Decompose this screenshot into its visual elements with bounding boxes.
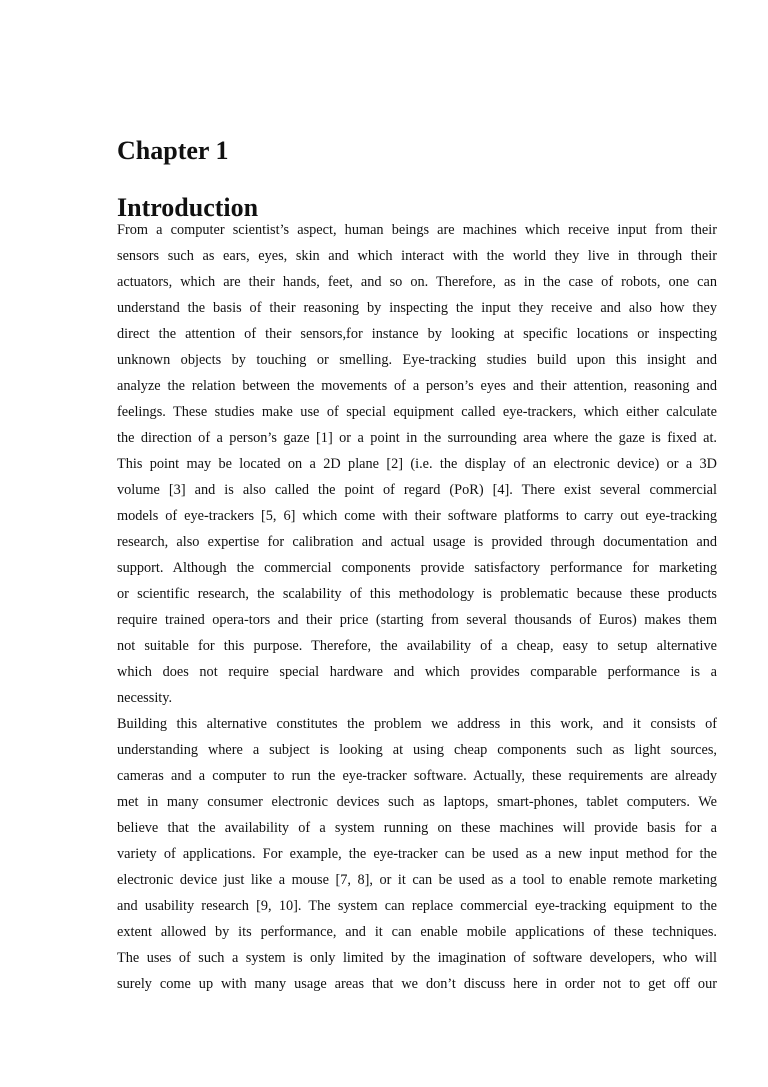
text-line: From a computer scientist’s aspect, human beings are machines which receive input from their	[117, 222, 717, 238]
text-line: direct the attention of their sensors,for instance by looking at specific locations or inspecting	[117, 326, 717, 342]
paragraph-2	[117, 711, 717, 997]
text-line: met in many consumer electronic devices such as laptops, smart-phones, tablet computers. We	[117, 794, 717, 810]
text-line: the direction of a person’s gaze [1] or a point in the surrounding area where the gaze is fixed at.	[117, 430, 717, 446]
section-heading: Introduction	[117, 193, 259, 222]
text-line: This point may be located on a 2D plane [2] (i.e. the display of an electronic device) or a 3D	[117, 456, 717, 472]
text-line: volume [3] and is also called the point of regard (PoR) [4]. There exist several commercial	[117, 482, 717, 498]
text-line: or scientific research, the scalability of this methodology is problematic because these products	[117, 586, 717, 602]
chapter-heading: Chapter 1	[117, 136, 229, 165]
body-text	[117, 217, 717, 997]
text-line: cameras and a computer to run the eye-tracker software. Actually, these requirements are already	[117, 768, 717, 784]
text-line: extent allowed by its performance, and it can enable mobile applications of these techniques.	[117, 924, 717, 940]
text-line: and usability research [9, 10]. The system can replace commercial eye-tracking equipment to the	[117, 898, 717, 914]
text-line: require trained opera-tors and their price (starting from several thousands of Euros) makes them	[117, 612, 717, 628]
paragraph-1	[117, 217, 717, 711]
text-line: electronic device just like a mouse [7, 8], or it can be used as a tool to enable remote marketing	[117, 872, 717, 888]
text-line: Building this alternative constitutes the problem we address in this work, and it consists of	[117, 716, 717, 732]
text-line: which does not require special hardware and which provides comparable performance is a	[117, 664, 717, 680]
text-line: understanding where a subject is looking at using cheap components such as light sources,	[117, 742, 717, 758]
text-line: not suitable for this purpose. Therefore, the availability of a cheap, easy to setup alternative	[117, 638, 717, 654]
text-line: feelings. These studies make use of special equipment called eye-trackers, which either calculate	[117, 404, 717, 420]
text-line: support. Although the commercial components provide satisfactory performance for marketing	[117, 560, 717, 576]
text-line: unknown objects by touching or smelling. Eye-tracking studies build upon this insight and	[117, 352, 717, 368]
text-line: believe that the availability of a system running on these machines will provide basis for a	[117, 820, 717, 836]
text-line: sensors such as ears, eyes, skin and which interact with the world they live in through their	[117, 248, 717, 264]
text-line: analyze the relation between the movements of a person’s eyes and their attention, reasoning and	[117, 378, 717, 394]
text-line: The uses of such a system is only limited by the imagination of software developers, who will	[117, 950, 717, 966]
text-line: models of eye-trackers [5, 6] which come with their software platforms to carry out eye-tracking	[117, 508, 717, 524]
text-line: actuators, which are their hands, feet, and so on. Therefore, as in the case of robots, one can	[117, 274, 717, 290]
text-line: research, also expertise for calibration and actual usage is provided through documentation and	[117, 534, 717, 550]
text-line: understand the basis of their reasoning by inspecting the input they receive and also how they	[117, 300, 717, 316]
text-line: surely come up with many usage areas that we don’t discuss here in order not to get off our	[117, 976, 717, 992]
text-line: necessity.	[117, 690, 173, 706]
text-line: variety of applications. For example, the eye-tracker can be used as a new input method for the	[117, 846, 717, 862]
